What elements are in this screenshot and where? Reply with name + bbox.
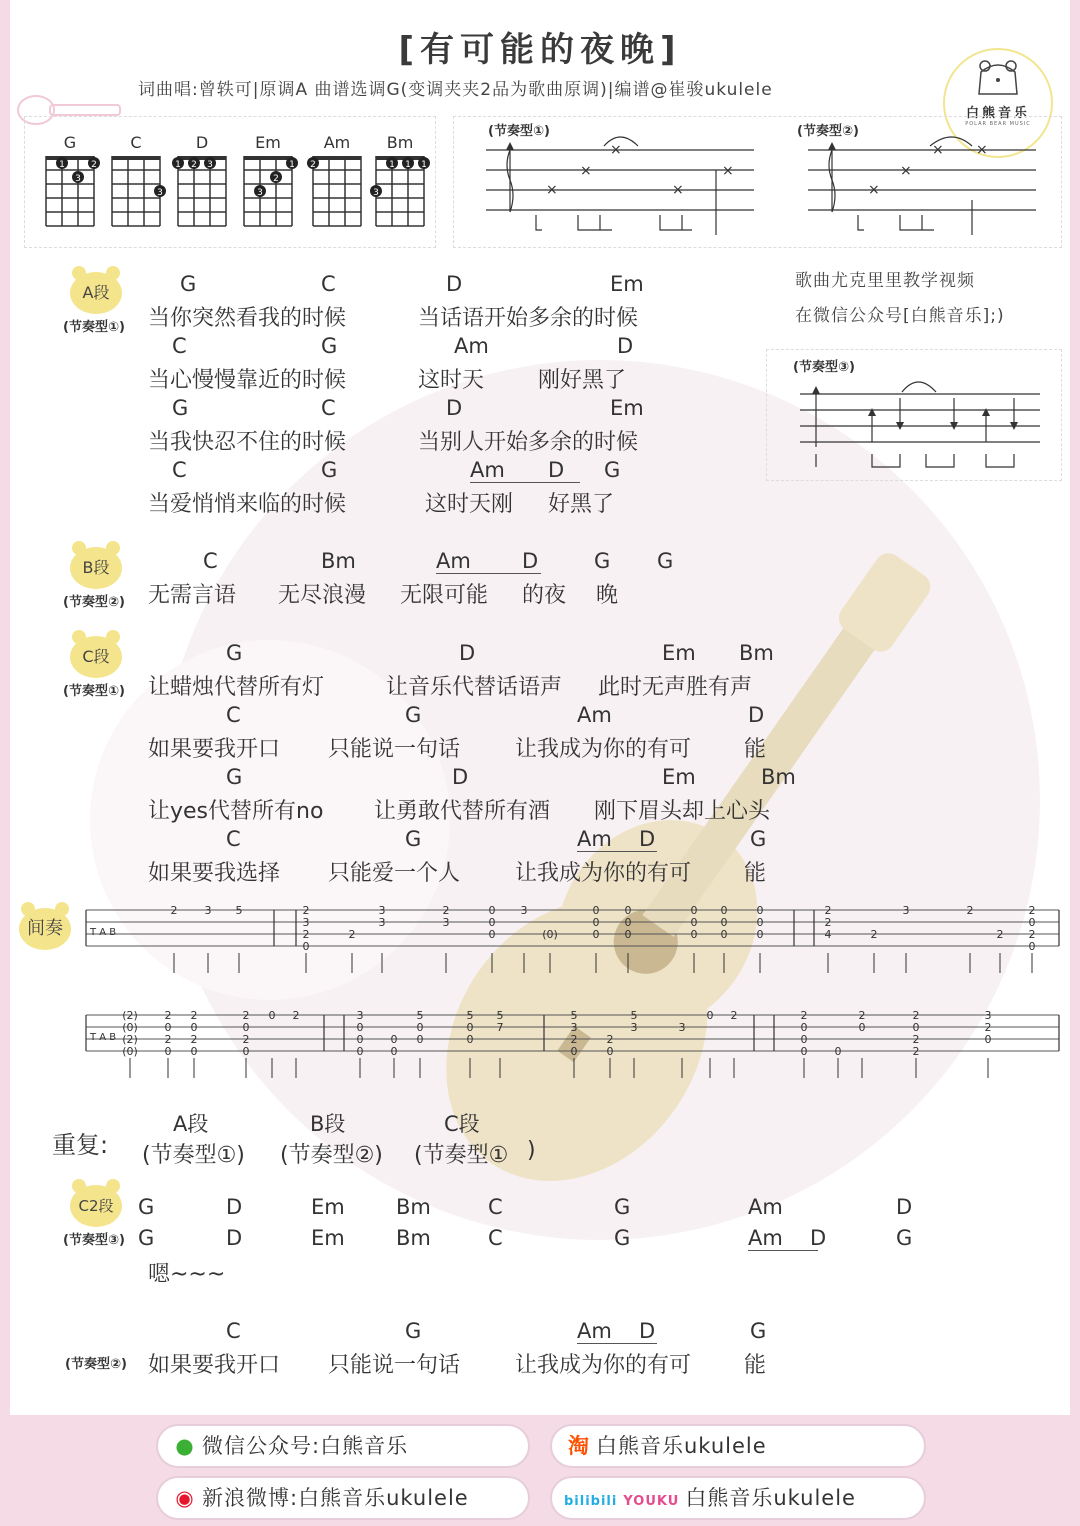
svg-text:0: 0 — [690, 904, 698, 917]
svg-text:5: 5 — [235, 904, 243, 917]
lyric: 让yes代替所有no — [148, 799, 324, 824]
chord: D — [452, 765, 469, 789]
chord: Am — [454, 334, 489, 358]
svg-text:5: 5 — [570, 1009, 578, 1022]
svg-text:(0): (0) — [122, 1021, 138, 1034]
side-note-line1: 歌曲尤克里里教学视频 — [795, 271, 975, 291]
svg-text:×: × — [580, 163, 592, 179]
repeat-pattern-a: (节奏型①) — [142, 1143, 245, 1168]
lyric: 晚 — [596, 583, 619, 608]
svg-text:3: 3 — [356, 1009, 364, 1022]
svg-text:3: 3 — [902, 904, 910, 917]
c2-chord: Em — [311, 1226, 345, 1250]
footer-weibo[interactable] — [156, 1476, 530, 1520]
lyric: 当我快忍不住的时候 — [148, 430, 347, 455]
repeat-part-b: B段 — [310, 1112, 346, 1136]
svg-text:0: 0 — [302, 940, 310, 953]
svg-text:0: 0 — [720, 928, 728, 941]
lyric: 无需言语 — [148, 583, 237, 608]
svg-text:0: 0 — [242, 1021, 250, 1034]
svg-text:5: 5 — [496, 1009, 504, 1022]
svg-text:3: 3 — [520, 904, 528, 917]
chord: G — [405, 1319, 422, 1343]
svg-text:2: 2 — [292, 1009, 300, 1022]
svg-text:4: 4 — [824, 928, 832, 941]
chord: G — [594, 549, 611, 573]
svg-text:(2): (2) — [122, 1009, 138, 1022]
chord: C — [172, 334, 187, 358]
section-b-tag: B段 — [70, 547, 122, 589]
svg-text:×: × — [976, 142, 988, 158]
svg-text:(0): (0) — [542, 928, 558, 941]
svg-text:3: 3 — [378, 904, 386, 917]
lyric: 如果要我开口 — [148, 1353, 281, 1378]
svg-text:3: 3 — [630, 1021, 638, 1034]
strum-arrows — [812, 386, 1018, 430]
chord: G — [321, 334, 338, 358]
chord-diagram-em — [244, 133, 298, 226]
lyric: 这时天刚 — [425, 492, 514, 517]
svg-text:3: 3 — [204, 904, 212, 917]
svg-text:0: 0 — [466, 1033, 474, 1046]
c2-chord: G — [614, 1195, 631, 1219]
svg-text:2: 2 — [870, 928, 878, 941]
footer-wechat[interactable] — [156, 1424, 530, 1468]
lyric: 当爱悄悄来临的时候 — [148, 492, 347, 517]
interlude-tag: 间奏 — [19, 908, 71, 950]
svg-text:2: 2 — [966, 904, 974, 917]
repeat-pattern-b: (节奏型②) — [280, 1143, 383, 1168]
svg-text:2: 2 — [1028, 904, 1036, 917]
section-a-pattern: (节奏型①) — [63, 320, 125, 335]
svg-text:0: 0 — [488, 928, 496, 941]
pattern3-label: (节奏型③) — [793, 360, 855, 375]
c2-chord: C — [488, 1195, 503, 1219]
svg-text:0: 0 — [606, 1045, 614, 1058]
svg-text:3: 3 — [373, 188, 379, 198]
chord: Em — [610, 396, 644, 420]
svg-text:0: 0 — [466, 1021, 474, 1034]
svg-text:×: × — [932, 142, 944, 158]
svg-text:0: 0 — [624, 928, 632, 941]
c2-chord: Am — [748, 1226, 818, 1251]
svg-text:3: 3 — [678, 1021, 686, 1034]
footer-bili-youku[interactable] — [550, 1476, 926, 1520]
svg-text:5: 5 — [416, 1009, 424, 1022]
lyric: 这时天 — [418, 368, 485, 393]
chord: C — [226, 827, 241, 851]
svg-text:0: 0 — [706, 1009, 714, 1022]
chord-diagram-g — [46, 133, 100, 226]
chord: G — [172, 396, 189, 420]
svg-text:2: 2 — [190, 1009, 198, 1022]
svg-text:×: × — [546, 182, 558, 198]
c2-chord: Em — [311, 1195, 345, 1219]
svg-text:0: 0 — [720, 916, 728, 929]
lyric: 只能说一句话 — [328, 737, 461, 762]
chord: G — [405, 827, 422, 851]
svg-text:0: 0 — [624, 916, 632, 929]
svg-text:2: 2 — [191, 160, 197, 170]
svg-text:2: 2 — [824, 916, 832, 929]
svg-text:0: 0 — [1028, 940, 1036, 953]
lyric: 当话语开始多余的时候 — [418, 306, 639, 331]
section-c-tag: C段 — [70, 636, 122, 678]
svg-text:0: 0 — [356, 1045, 364, 1058]
chord: D — [748, 703, 765, 727]
svg-text:0: 0 — [756, 904, 764, 917]
lyric: 无尽浪漫 — [278, 583, 367, 608]
svg-text:0: 0 — [800, 1045, 808, 1058]
svg-text:0: 0 — [242, 1045, 250, 1058]
svg-text:2: 2 — [164, 1009, 172, 1022]
svg-text:(0): (0) — [122, 1045, 138, 1058]
svg-text:0: 0 — [268, 1009, 276, 1022]
footer-taobao[interactable] — [550, 1424, 926, 1468]
lyric: 让勇敢代替所有酒 — [374, 799, 551, 824]
chord-name: C — [130, 133, 142, 152]
svg-text:2: 2 — [912, 1009, 920, 1022]
chord-underlined: Am D — [436, 549, 541, 574]
lyric: 当心慢慢靠近的时候 — [148, 368, 347, 393]
svg-text:3: 3 — [378, 916, 386, 929]
chord: Em — [662, 765, 696, 789]
svg-text:×: × — [610, 142, 622, 158]
svg-text:0: 0 — [570, 1045, 578, 1058]
svg-text:2: 2 — [170, 904, 178, 917]
chord: C — [226, 703, 241, 727]
lyric: 只能爱一个人 — [328, 861, 461, 886]
lyric: 如果要我开口 — [148, 737, 281, 762]
chord-name: Em — [255, 133, 281, 152]
footer-taobao-label: 白熊音乐ukulele — [596, 1434, 767, 1458]
chord: D — [617, 334, 634, 358]
svg-text:×: × — [900, 163, 912, 179]
chord-name: Bm — [386, 133, 414, 152]
logo-name: 白熊音乐 — [965, 106, 1030, 121]
svg-text:1: 1 — [421, 160, 427, 170]
svg-text:2: 2 — [242, 1033, 250, 1046]
chord-name: G — [63, 133, 77, 152]
svg-text:3: 3 — [442, 916, 450, 929]
footer-wechat-label: 微信公众号:白熊音乐 — [202, 1434, 409, 1458]
svg-text:0: 0 — [592, 916, 600, 929]
section-a-tag: A段 — [70, 272, 122, 314]
svg-text:0: 0 — [834, 1045, 842, 1058]
svg-text:1: 1 — [59, 160, 65, 170]
section-c-pattern: (节奏型①) — [63, 684, 125, 699]
chord: C — [321, 272, 336, 296]
svg-text:2: 2 — [348, 928, 356, 941]
chord: Bm — [321, 549, 356, 573]
svg-text:0: 0 — [164, 1021, 172, 1034]
hum-lyric: 嗯~~~ — [148, 1262, 226, 1287]
chord-diagram-bm — [370, 133, 430, 226]
svg-text:T A B: T A B — [90, 927, 117, 938]
svg-text:2: 2 — [302, 904, 310, 917]
c2-chord: Bm — [396, 1226, 431, 1250]
svg-text:2: 2 — [800, 1009, 808, 1022]
c2-chord: G — [138, 1226, 155, 1250]
svg-text:0: 0 — [356, 1033, 364, 1046]
svg-text:3: 3 — [984, 1009, 992, 1022]
svg-text:2: 2 — [570, 1033, 578, 1046]
svg-text:0: 0 — [356, 1021, 364, 1034]
svg-text:×: × — [722, 163, 734, 179]
chord: G — [226, 765, 243, 789]
svg-text:1: 1 — [405, 160, 411, 170]
svg-text:2: 2 — [190, 1033, 198, 1046]
repeat-pattern-c: (节奏型① — [414, 1143, 509, 1168]
lyric: 让我成为你的有可 — [515, 1353, 692, 1378]
svg-text:2: 2 — [1028, 928, 1036, 941]
lyric: 的夜 — [522, 583, 567, 608]
score-sheet — [10, 0, 1070, 1415]
repeat-label: 重复: — [52, 1131, 109, 1159]
svg-text:0: 0 — [390, 1045, 398, 1058]
svg-text:2: 2 — [442, 904, 450, 917]
svg-text:0: 0 — [624, 904, 632, 917]
lyric: 让音乐代替话语声 — [386, 675, 563, 700]
svg-text:0: 0 — [416, 1033, 424, 1046]
svg-text:2: 2 — [91, 160, 97, 170]
chord: C — [172, 458, 187, 482]
lyric: 当你突然看我的时候 — [148, 306, 347, 331]
svg-text:1: 1 — [175, 160, 181, 170]
pattern2-staff — [808, 137, 1036, 235]
svg-text:3: 3 — [302, 916, 310, 929]
c2-chord: G — [614, 1226, 631, 1250]
chord-diagrams — [24, 126, 444, 236]
chord: Bm — [739, 641, 774, 665]
chord: G — [604, 458, 621, 482]
svg-text:3: 3 — [75, 174, 81, 184]
bilibili-icon: bilibili — [564, 1494, 618, 1509]
chord-name: D — [195, 133, 209, 152]
section-c2-pattern: (节奏型③) — [63, 1233, 125, 1248]
svg-text:3: 3 — [207, 160, 213, 170]
chord: D — [446, 272, 463, 296]
lyric: 好黑了 — [548, 492, 615, 517]
svg-text:0: 0 — [190, 1021, 198, 1034]
lyric: 如果要我选择 — [148, 861, 281, 886]
svg-text:×: × — [868, 182, 880, 198]
lyric: 能 — [744, 1353, 767, 1378]
arrow-up-icon — [506, 142, 514, 150]
svg-text:0: 0 — [416, 1021, 424, 1034]
svg-text:2: 2 — [996, 928, 1004, 941]
svg-text:0: 0 — [756, 916, 764, 929]
svg-text:0: 0 — [858, 1021, 866, 1034]
c2-chord: Am — [748, 1195, 783, 1219]
svg-text:2: 2 — [164, 1033, 172, 1046]
chord: Am — [577, 703, 612, 727]
svg-text:2: 2 — [310, 160, 316, 170]
repeat-part-c: C段 — [444, 1112, 480, 1136]
repeat-close: ) — [527, 1138, 536, 1163]
chord-name: Am — [323, 133, 351, 152]
section-c2-tag: C2段 — [70, 1185, 122, 1227]
chord: D — [459, 641, 476, 665]
svg-text:1: 1 — [389, 160, 395, 170]
c2-chord: D — [226, 1195, 243, 1219]
c2-chord: G — [138, 1195, 155, 1219]
svg-text:5: 5 — [630, 1009, 638, 1022]
svg-text:2: 2 — [242, 1009, 250, 1022]
svg-text:5: 5 — [466, 1009, 474, 1022]
svg-text:0: 0 — [984, 1033, 992, 1046]
svg-text:0: 0 — [592, 904, 600, 917]
svg-text:T A B: T A B — [90, 1032, 117, 1043]
chord: G — [750, 827, 767, 851]
lyric: 让我成为你的有可 — [515, 737, 692, 762]
lyric: 让蜡烛代替所有灯 — [148, 675, 325, 700]
footer-weibo-label: 新浪微博:白熊音乐ukulele — [202, 1486, 469, 1510]
svg-text:3: 3 — [157, 188, 163, 198]
svg-text:2: 2 — [302, 928, 310, 941]
logo-sub: POLAR BEAR MUSIC — [965, 121, 1031, 127]
chord: G — [321, 458, 338, 482]
svg-text:0: 0 — [190, 1045, 198, 1058]
svg-text:0: 0 — [690, 928, 698, 941]
footer-bili-youku-label: 白熊音乐ukulele — [685, 1486, 856, 1510]
lyric: 刚好黑了 — [538, 368, 627, 393]
bear-logo-icon — [973, 58, 1023, 98]
svg-text:×: × — [672, 182, 684, 198]
lyric: 此时无声胜有声 — [598, 675, 753, 700]
chord-underlined: Am D — [577, 1319, 656, 1343]
taobao-icon: 淘 — [568, 1434, 590, 1458]
svg-text:0: 0 — [488, 904, 496, 917]
rhythm-patterns-1-2 — [480, 130, 1060, 245]
svg-text:0: 0 — [390, 1033, 398, 1046]
c2-chord: C — [488, 1226, 503, 1250]
side-note-line2: 在微信公众号[白熊音乐];) — [795, 306, 1005, 326]
chord-diagram-am — [307, 133, 361, 226]
chord-underlined: Am D — [577, 827, 656, 851]
pattern1-label: (节奏型①) — [488, 124, 550, 139]
svg-text:7: 7 — [496, 1021, 504, 1034]
lyric: 刚下眉头却上心头 — [594, 799, 771, 824]
svg-text:3: 3 — [257, 188, 263, 198]
svg-text:0: 0 — [720, 904, 728, 917]
svg-text:2: 2 — [858, 1009, 866, 1022]
repeat-part-a: A段 — [173, 1112, 209, 1136]
svg-text:(2): (2) — [122, 1033, 138, 1046]
chord: G — [180, 272, 197, 296]
c2-chord: D — [896, 1195, 913, 1219]
chord: C — [226, 1319, 241, 1343]
chord: G — [750, 1319, 767, 1343]
lyric: 当别人开始多余的时候 — [418, 430, 639, 455]
chord: Bm — [761, 765, 796, 789]
svg-text:2: 2 — [606, 1033, 614, 1046]
chord: Em — [610, 272, 644, 296]
page-title: [有可能的夜晚] — [398, 30, 682, 70]
subtitle: 词曲唱:曾轶可|原调A 曲谱选调G(变调夹夹2品为歌曲原调)|编谱@崔骏ukulele — [138, 80, 773, 100]
svg-text:1: 1 — [289, 160, 295, 170]
wechat-icon: ● — [175, 1434, 195, 1458]
chord: C — [321, 396, 336, 420]
tab-staff-2 — [74, 1000, 1064, 1090]
chord: G — [657, 549, 674, 573]
c2-chord: D — [226, 1226, 243, 1250]
svg-text:3: 3 — [570, 1021, 578, 1034]
lyric: 让我成为你的有可 — [515, 861, 692, 886]
chord: Em — [662, 641, 696, 665]
svg-text:0: 0 — [800, 1021, 808, 1034]
chord: G — [405, 703, 422, 727]
c2-chord: Bm — [396, 1195, 431, 1219]
end-pattern: (节奏型②) — [65, 1357, 127, 1372]
chord: G — [226, 641, 243, 665]
svg-text:2: 2 — [824, 904, 832, 917]
rhythm-pattern-3 — [790, 372, 1060, 472]
chord-diagram-d — [172, 133, 226, 226]
svg-text:2: 2 — [912, 1033, 920, 1046]
lyric: 能 — [744, 861, 767, 886]
lyric: 无限可能 — [400, 583, 489, 608]
svg-text:2: 2 — [273, 174, 279, 184]
svg-text:0: 0 — [756, 928, 764, 941]
pattern2-label: (节奏型②) — [797, 124, 859, 139]
weibo-icon: ◉ — [175, 1486, 195, 1510]
lyric: 只能说一句话 — [328, 1353, 461, 1378]
c2-chord: D — [810, 1226, 827, 1250]
tab-staff-1 — [74, 895, 1064, 985]
svg-text:0: 0 — [912, 1021, 920, 1034]
section-b-pattern: (节奏型②) — [63, 595, 125, 610]
c2-chord: G — [896, 1226, 913, 1250]
svg-text:0: 0 — [690, 916, 698, 929]
svg-text:0: 0 — [592, 928, 600, 941]
chord: C — [203, 549, 218, 573]
svg-text:0: 0 — [800, 1033, 808, 1046]
youku-icon: YOUKU — [623, 1494, 680, 1509]
lyric: 能 — [744, 737, 767, 762]
chord-diagram-c — [112, 133, 166, 226]
svg-text:0: 0 — [1028, 916, 1036, 929]
svg-text:2: 2 — [912, 1045, 920, 1058]
svg-text:2: 2 — [730, 1009, 738, 1022]
chord-underlined: Am D — [470, 458, 580, 483]
chord: D — [446, 396, 463, 420]
svg-text:0: 0 — [164, 1045, 172, 1058]
svg-text:2: 2 — [984, 1021, 992, 1034]
svg-text:0: 0 — [488, 916, 496, 929]
